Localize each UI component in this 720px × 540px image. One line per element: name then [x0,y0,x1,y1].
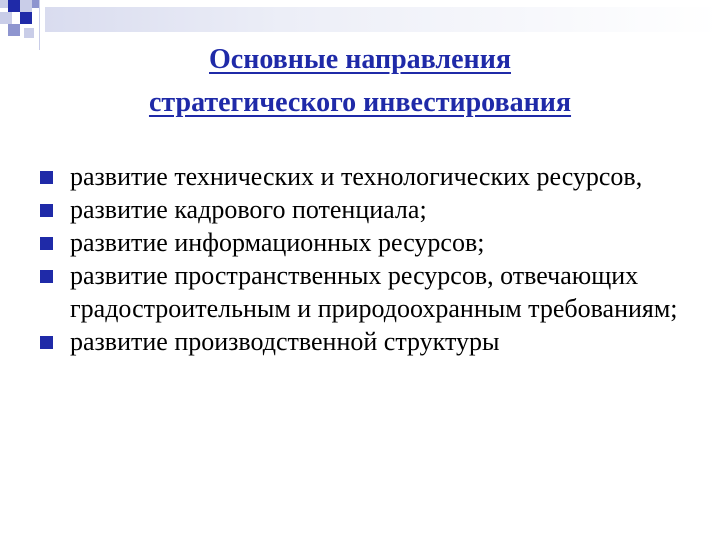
title-line-2: стратегического инвестирования [148,87,572,118]
bullet-item [38,160,698,193]
bullet-text: развитие информационных ресурсов; [70,228,485,257]
bullet-item [38,226,698,259]
bullet-text: развитие производственной структуры [70,327,500,356]
bullet-text: развитие пространственных ресурсов, отвечающих градостроительным и природоохранным требованиям; [70,261,678,323]
title-line-1: Основные направления [209,44,511,75]
square-bullet-icon [40,270,53,283]
square-bullet-icon [40,204,53,217]
bullet-list [38,160,698,358]
slide-title [40,38,680,124]
square-bullet-icon [40,336,53,349]
square-bullet-icon [40,237,53,250]
bullet-text: развитие кадрового потенциала; [70,195,427,224]
bullet-text: развитие технических и технологических ресурсов, [70,162,643,191]
bullet-item [38,259,698,325]
bullet-item [38,193,698,226]
square-bullet-icon [40,171,53,184]
bullet-item [38,325,698,358]
